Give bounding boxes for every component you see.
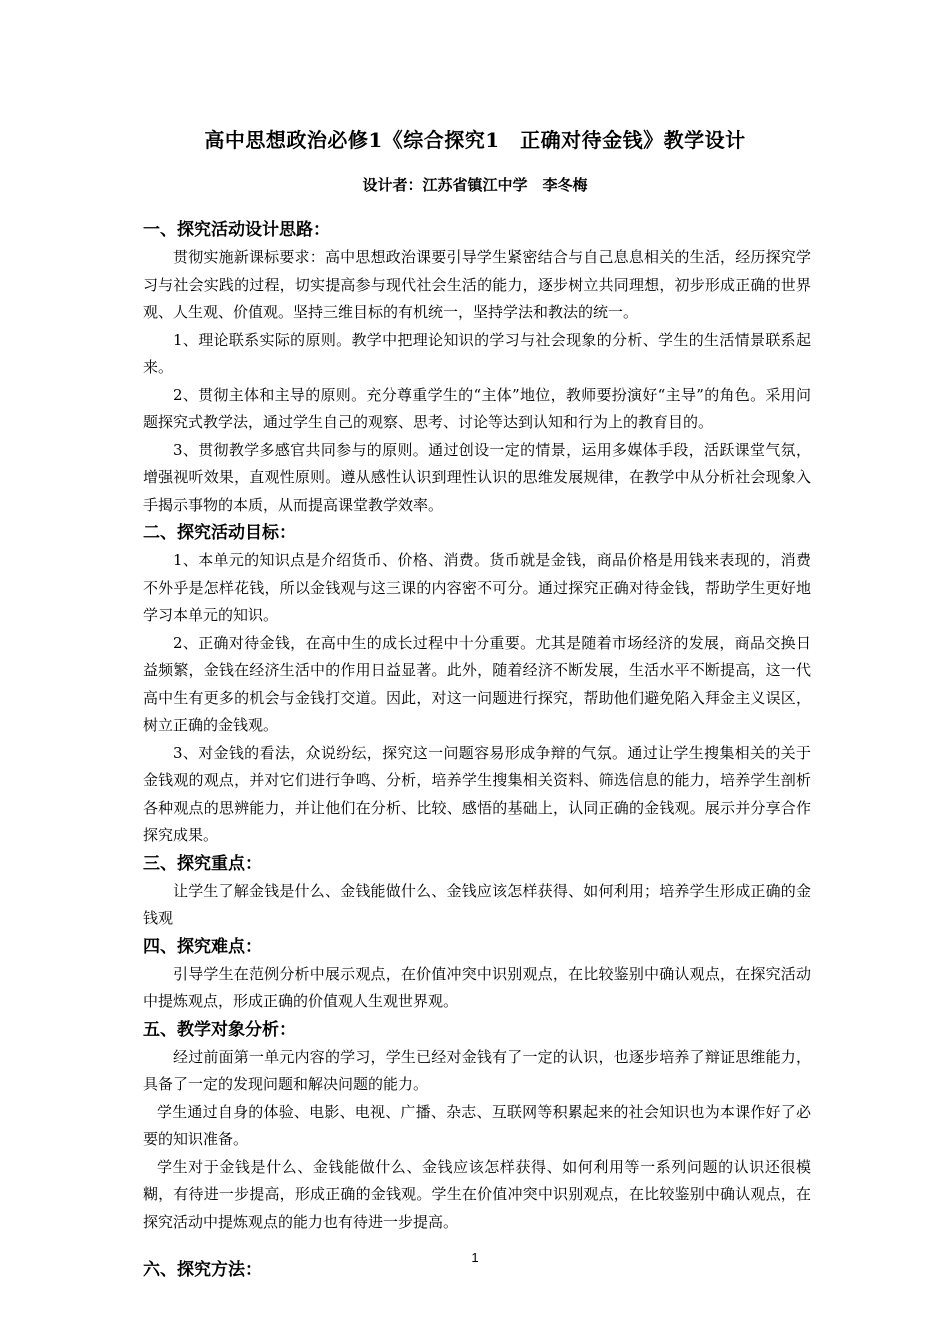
section-heading: 二、探究活动目标： xyxy=(143,523,296,543)
paragraph: 贯彻实施新课标要求：高中思想政治课要引导学生紧密结合与自己息息相关的生活，经历探究学习与社会实践的过程，切实提高参与现代社会生活的能力，逐步树立共同理想，初步形成正确的世界观、人生观、价值观。坚持三维目标的有机统一，坚持学法和教法的统一。 xyxy=(143,248,811,321)
section-heading: 四、探究难点： xyxy=(143,936,262,957)
paragraph: 3、对金钱的看法，众说纷纭，探究这一问题容易形成争辩的气氛。通过让学生搜集相关的关于金钱观的观点，并对它们进行争鸣、分析，培养学生搜集相关资料、筛选信息的能力，培养学生剖析各种观点的思辨能力，并让他们在分析、比较、感悟的基础上，认同正确的金钱观。展示并分享合作探究成果。 xyxy=(143,743,811,844)
document-title: 高中思想政治必修1《综合探究1 正确对待金钱》教学设计 xyxy=(204,128,746,152)
paragraph: 3、贯彻教学多感官共同参与的原则。通过创设一定的情景，运用多媒体手段，活跃课堂气氛，增强视听效果，直观性原则。遵从感性认识到理性认识的思维发展规律，在教学中从分析社会现象入手揭示事物的本质，从而提高课堂教学效率。 xyxy=(143,440,811,514)
paragraph: 经过前面第一单元内容的学习，学生已经对金钱有了一定的认识，也逐步培养了辩证思维能力，具备了一定的发现问题和解决问题的能力。 xyxy=(143,1047,811,1093)
paragraph: 1、理论联系实际的原则。教学中把理论知识的学习与社会现象的分析、学生的生活情景联系起来。 xyxy=(143,330,811,376)
document-body xyxy=(143,216,811,1284)
paragraph: 1、本单元的知识点是介绍货币、价格、消费。货币就是金钱，商品价格是用钱来表现的，消费不外乎是怎样花钱，所以金钱观与这三课的内容密不可分。通过探究正确对待金钱，帮助学生更好地学习本单元的知识。 xyxy=(143,551,811,624)
paragraph: 学生对于金钱是什么、金钱能做什么、金钱应该怎样获得、如何利用等一系列问题的认识还很模糊，有待进一步提高，形成正确的金钱观。学生在价值冲突中识别观点，在比较鉴别中确认观点，在探究活动中提炼观点的能力也有待进一步提高。 xyxy=(143,1157,811,1231)
section-heading: 三、探究重点： xyxy=(143,853,262,874)
paragraph: 2、正确对待金钱，在高中生的成长过程中十分重要。尤其是随着市场经济的发展，商品交换日益频繁，金钱在经济生活中的作用日益显著。此外，随着经济不断发展，生活水平不断提高，这一代高中生有更多的机会与金钱打交道。因此，对这一问题进行探究，帮助他们避免陷入拜金主义误区，树立正确的金钱观。 xyxy=(143,633,811,734)
paragraph: 学生通过自身的体验、电影、电视、广播、杂志、互联网等积累起来的社会知识也为本课作好了必要的知识准备。 xyxy=(143,1102,811,1148)
page-number: 1 xyxy=(471,1250,479,1265)
section-heading: 一、探究活动设计思路： xyxy=(143,220,330,240)
document-author: 设计者：江苏省镇江中学 李冬梅 xyxy=(362,176,588,194)
section-heading: 六、探究方法： xyxy=(143,1260,262,1280)
section-heading: 五、教学对象分析： xyxy=(143,1019,296,1040)
paragraph: 让学生了解金钱是什么、金钱能做什么、金钱应该怎样获得、如何利用；培养学生形成正确的金钱观 xyxy=(143,881,811,927)
paragraph: 引导学生在范例分析中展示观点，在价值冲突中识别观点，在比较鉴别中确认观点，在探究活动中提炼观点，形成正确的价值观人生观世界观。 xyxy=(143,964,811,1010)
paragraph: 2、贯彻主体和主导的原则。充分尊重学生的“主体”地位，教师要扮演好“主导”的角色。采用问题探究式教学法，通过学生自己的观察、思考、讨论等达到认知和行为上的教育目的。 xyxy=(143,385,811,431)
